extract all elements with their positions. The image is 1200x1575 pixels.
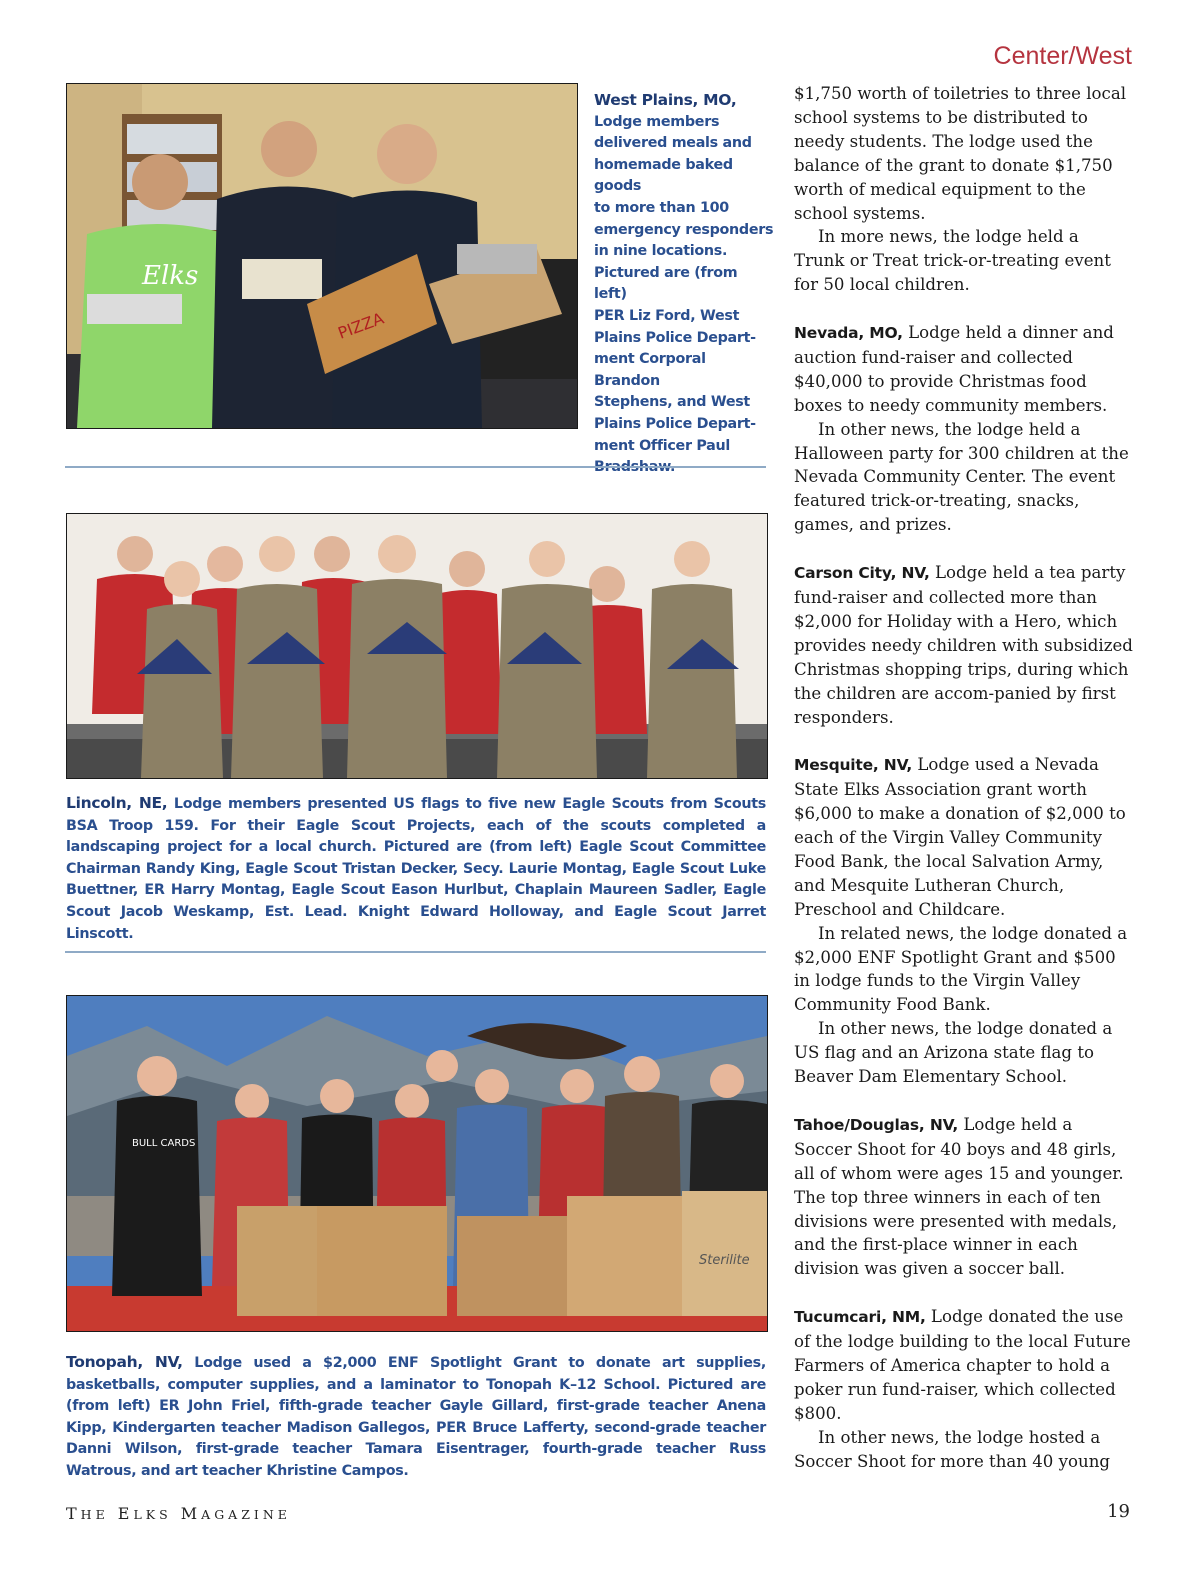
lodge-name: Tahoe/Douglas, NV, [794, 1115, 959, 1134]
section-label: Center/West [993, 42, 1132, 70]
title-char: HE [80, 1507, 109, 1522]
article-column [794, 82, 1134, 1473]
caption-line: homemade baked goods [594, 156, 733, 195]
divider-2 [65, 951, 766, 953]
lodge-name: Mesquite, NV, [794, 756, 913, 775]
title-char: E [117, 1504, 134, 1523]
paragraph-text: Lodge held a tea party fund-raiser and collected more than $2,000 for Holiday with a Hero, which provides needy children with subsidized Christmas shopping trips, during which the children are accom-panied by first responders. [794, 563, 1133, 727]
caption-text: Lodge members presented US flags to five new Eagle Scouts from Scouts BSA Troop 159. For their Eagle Scout Projects, each of the scouts completed a landscaping project for a local church. Pictured are (from left) Eagle Scout Committee Chairman Randy King, Eagle Scout Tristan Decker, Secy. Laurie Montag, Eagle Scout Luke Buettner, ER Harry Montag, Eagle Scout Eason Hurlbut, Chaplain Maureen Sadler, Eagle Scout Jacob Weskamp, Est. Lead. Knight Edward Holloway, and Eagle Scout Jarret Linscott. [66, 796, 766, 942]
paragraph-text: Lodge donated the use of the lodge building to the local Future Farmers of America chapter to hold a poker run fund-raiser, which collected $800. [794, 1307, 1131, 1423]
caption-line: Stephens, and West [594, 394, 750, 411]
title-char: AGAZINE [201, 1507, 291, 1522]
paragraph-tahoe-douglas [794, 1113, 1134, 1281]
caption-lead: Tonopah, NV, [66, 1353, 183, 1371]
paragraph: In related news, the lodge donated a $2,000 ENF Spotlight Grant and $500 in lodge funds to the Virgin Valley Community Food Bank. [794, 923, 1128, 1015]
lodge-name: Carson City, NV, [794, 564, 930, 583]
paragraph: $1,750 worth of toiletries to three local school systems to be distributed to needy students. The lodge used the balance of the grant to donate $1,750 worth of medical equipment to the school systems. [794, 84, 1127, 223]
title-char: LKS [133, 1507, 172, 1522]
caption-line: emergency responders [594, 221, 774, 238]
magazine-title [66, 1504, 291, 1523]
caption-line: delivered meals and [594, 135, 752, 152]
paragraph: In other news, the lodge hosted a Soccer Shoot for more than 40 young [794, 1427, 1111, 1471]
caption-line: Plains Police Depart- [594, 329, 756, 346]
paragraph-nevada [794, 321, 1134, 418]
paragraph: In other news, the lodge donated a US flag and an Arizona state flag to Beaver Dam Elementary School. [794, 1019, 1113, 1087]
paragraph-text: Lodge held a dinner and auction fund-raiser and collected $40,000 to provide Christmas food boxes to needy community members. [794, 323, 1114, 415]
caption-lead: West Plains, MO, [594, 91, 737, 109]
elks-shirt-text: Elks [142, 261, 199, 291]
bull-cards-text: BULL CARDS [132, 1138, 196, 1149]
title-char: T [66, 1504, 81, 1523]
paragraph: In more news, the lodge held a Trunk or Treat trick-or-treating event for 50 local children. [794, 227, 1111, 295]
photo-lincoln [66, 513, 768, 779]
paragraph: In other news, the lodge held a Halloween party for 300 children at the Nevada Community Center. The event featured trick-or-treating, snacks, games, and prizes. [794, 419, 1129, 535]
caption-lead: Lincoln, NE, [66, 794, 168, 812]
caption-line: Bradshaw. [594, 459, 676, 476]
caption-line: ment Officer Paul [594, 437, 730, 454]
paragraph-text: Lodge used a Nevada State Elks Association grant worth $6,000 to make a donation of $2,000 to each of the Virgin Valley Community Food Bank, the local Salvation Army, and Mesquite Lutheran Church, Preschool and Childcare. [794, 755, 1126, 919]
lodge-name: Tucumcari, NM, [794, 1308, 926, 1327]
paragraph-text: Lodge held a Soccer Shoot for 40 boys and 48 girls, all of whom were ages 15 and younger. The top three winners in each of ten divisions were presented with medals, and the first-place winner in each division was given a soccer ball. [794, 1114, 1124, 1279]
pizza-box-text: PIZZA [335, 308, 387, 343]
title-char: M [180, 1504, 202, 1523]
paragraph-carson-city [794, 561, 1134, 729]
caption-tonopah [66, 1352, 766, 1483]
sterilite-text: Sterilite [699, 1253, 750, 1268]
caption-lincoln [66, 793, 766, 945]
caption-text: Lodge used a $2,000 ENF Spotlight Grant to donate art supplies, basketballs, computer supplies, and a laminator to Tonopah K–12 School. Pictured are (from left) ER John Friel, fifth-grade teacher Gayle Gillard, first-grade teacher Anena Kipp, Kindergarten teacher Madison Gallegos, PER Bruce Lafferty, second-grade teacher Danni Wilson, first-grade teacher Tamara Eisentrager, fourth-grade teacher Russ Watrous, and art teacher Khristine Campos. [66, 1355, 766, 1479]
caption-line: Plains Police Depart- [594, 415, 756, 432]
caption-line: PER Liz Ford, West [594, 307, 740, 324]
photo-tonopah [66, 995, 768, 1332]
paragraph-tucumcari [794, 1305, 1134, 1426]
caption-line: ment Corporal Brandon [594, 351, 706, 389]
paragraph-mesquite [794, 753, 1134, 921]
lodge-name: Nevada, MO, [794, 324, 903, 343]
photo-west-plains [66, 83, 578, 429]
page-number: 19 [1107, 1501, 1130, 1522]
caption-line: Pictured are (from left) [594, 264, 738, 303]
divider-1 [65, 466, 766, 468]
caption-line: Lodge members [594, 113, 720, 130]
caption-west-plains [594, 90, 774, 479]
caption-line: in nine locations. [594, 243, 728, 260]
caption-line: to more than 100 [594, 199, 729, 216]
